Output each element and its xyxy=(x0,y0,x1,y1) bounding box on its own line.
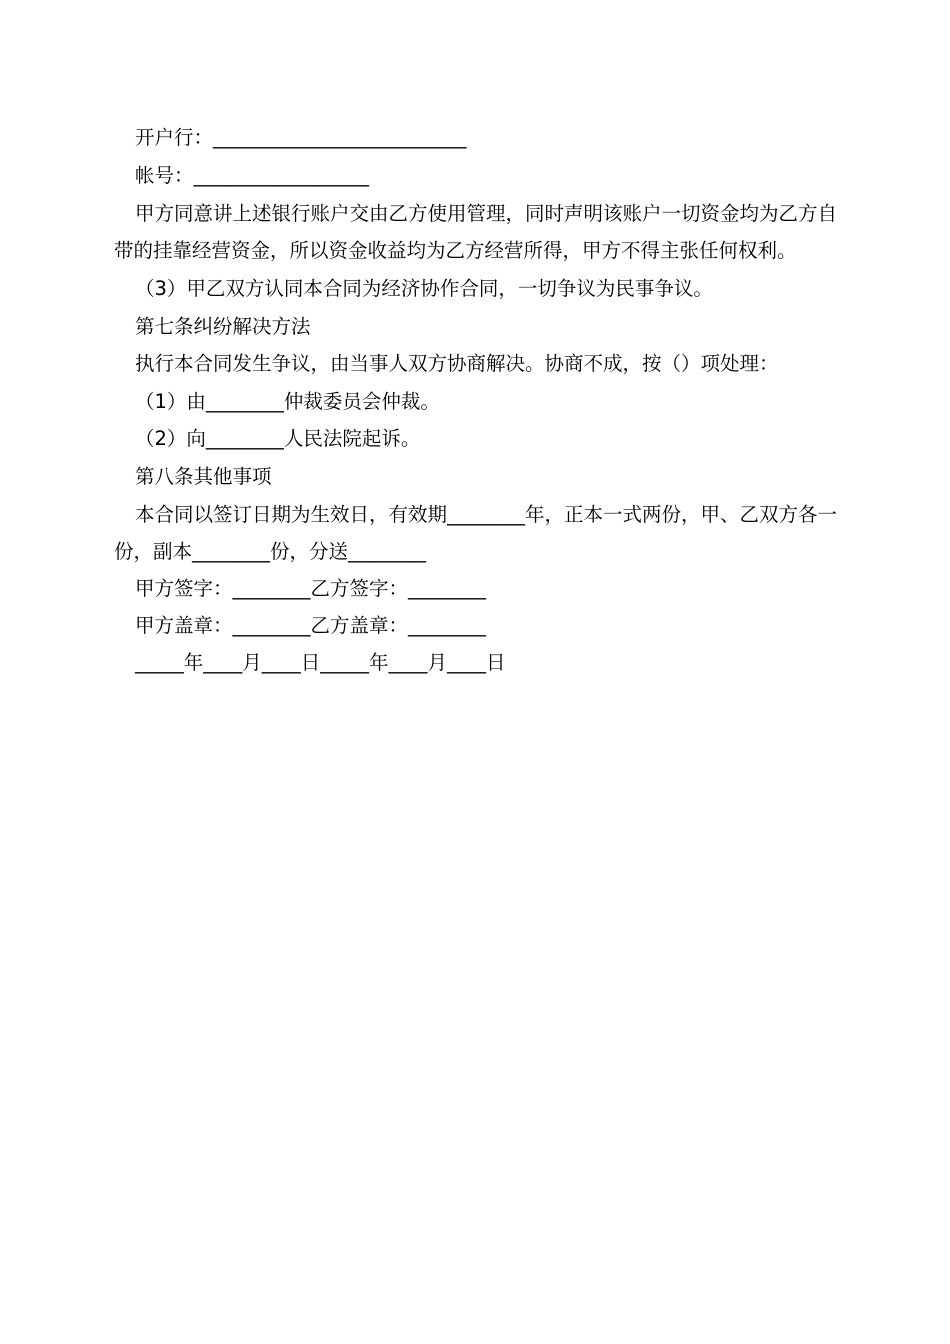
seal-line: 甲方盖章：________乙方盖章：________ xyxy=(135,614,487,637)
account-management-paragraph-line-1: 甲方同意讲上述银行账户交由乙方使用管理，同时声明该账户一切资金均为乙方自 xyxy=(135,202,838,225)
court-option: （2）向________人民法院起诉。 xyxy=(135,427,421,450)
article-7-heading: 第七条纠纷解决方法 xyxy=(135,315,311,338)
bank-name-line: 开户行：__________________________ xyxy=(135,126,467,149)
validity-paragraph-line-2: 份，副本________份，分送________ xyxy=(114,540,427,563)
validity-paragraph-line-1: 本合同以签订日期为生效日，有效期________年，正本一式两份，甲、乙双方各一 xyxy=(135,503,838,526)
dispute-resolution-paragraph: 执行本合同发生争议，由当事人双方协商解决。协商不成，按（）项处理： xyxy=(135,352,779,375)
date-line: _____年____月____日_____年____月____日 xyxy=(135,651,506,674)
signature-line: 甲方签字：________乙方签字：________ xyxy=(135,577,487,600)
arbitration-option: （1）由________仲裁委员会仲裁。 xyxy=(135,390,440,413)
clause-3-line: （3）甲乙双方认同本合同为经济协作合同，一切争议为民事争议。 xyxy=(135,277,713,300)
account-number-line: 帐号：__________________ xyxy=(135,164,370,187)
article-8-heading: 第八条其他事项 xyxy=(135,465,272,488)
account-management-paragraph-line-2: 带的挂靠经营资金，所以资金收益均为乙方经营所得，甲方不得主张任何权利。 xyxy=(114,239,797,262)
